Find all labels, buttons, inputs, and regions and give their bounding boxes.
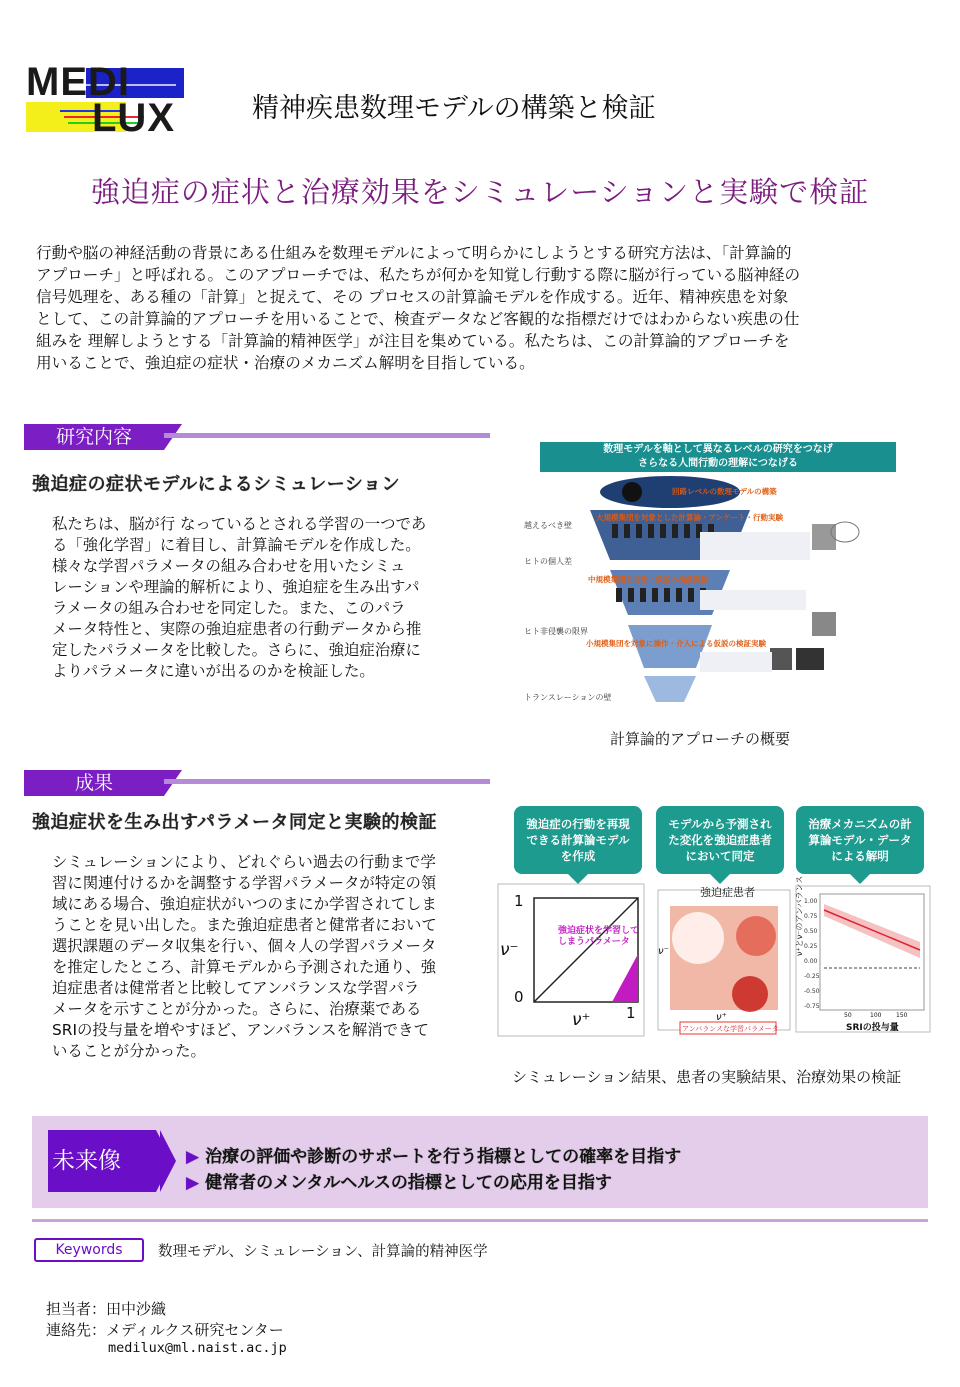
body-line: レーションや理論的解析により、強迫症を生み出すパ [52,578,420,596]
contact-label: 連絡先： [46,1321,107,1339]
funnel-graphic [500,440,900,730]
ytick: -0.25 [804,973,820,980]
info-box [700,532,810,560]
ytick: 0.75 [804,913,818,920]
person-name: 田中沙織 [106,1300,167,1318]
body-line: 私たちは、脳が行 なっているとされる学習の一つであ [52,515,427,533]
intro-line: 信号処理を、ある種の「計算」と捉えて、その プロセスの計算論モデルを作成する。近年、精神疾患を対象 [36,288,789,306]
body-line: 習に関連付けるかを調整する学習パラメータが特定の領 [52,874,437,892]
header-title: 精神疾患数理モデルの構築と検証 [252,93,656,124]
keywords-badge: Keywords [34,1238,144,1262]
body-line: よりパラメータに違いが出るのかを検証した。 [52,662,375,680]
medilux-logo [24,60,186,140]
keywords-text: 数理モデル、シミュレーション、計算論的精神医学 [158,1244,488,1260]
approach-overview-figure [500,440,900,730]
body-line: 様々な学習パラメータの組み合わせを用いたシミュ [52,557,406,575]
intro-line: 組みを 理解しようとする「計算論的精神医学」が注目を集めている。私たちは、この計算論的アプローチを [36,332,790,350]
section-rule [164,433,490,438]
results-body [52,852,456,1062]
box-line: た変化を強迫症患者 [668,833,772,847]
org-name: メディルクス研究センター [106,1321,284,1339]
panel1-note [558,926,639,948]
step-box [796,806,924,874]
step-box [656,806,784,874]
xtick: 150 [896,1012,908,1019]
box-line: において同定 [685,849,755,863]
tier-label: 中規模集団を対象に仮説の検証実験 [588,575,708,584]
figure1-caption: 計算論的アプローチの概要 [610,730,791,748]
panel1-ylabel: ν⁻ [500,940,519,960]
triangle-icon: ▶ [186,1147,200,1167]
body-line: いることが分かった。 [52,1042,206,1060]
contact-email[interactable]: medilux@ml.naist.ac.jp [108,1340,287,1356]
body-line: うことを見い出した。また強迫症患者と健常者において [52,916,437,934]
body-line: メータ特性と、実際の強迫症患者の行動データから推 [52,620,422,638]
ytick: -0.75 [804,1003,820,1010]
ytick: 1.00 [804,898,818,905]
main-title: 強迫症の症状と治療効果をシミュレーションと実験で検証 [90,175,870,209]
future-panel [32,1116,928,1208]
research-section-header [24,424,494,456]
body-line: 迫症患者は健常者と比較してアンバランスな学習パラ [52,979,420,997]
intro-line: アプローチ」と呼ばれる。このアプローチでは、私たちが何かを知覚し行動する際に脳が行っている脳神経の [36,266,801,284]
research-tab-label: 研究内容 [24,424,164,450]
note-line: しまうパラメータ [558,937,630,947]
panel2-xlabel: ν⁺ [716,1012,727,1023]
panel2-ylabel: ν⁻ [658,946,669,957]
info-box [700,590,806,610]
logo-text-lux: LUX [92,96,175,140]
box-line: 治療メカニズムの計 [808,817,912,831]
results-tab-label: 成果 [24,770,164,796]
future-chevron [160,1130,176,1192]
person-label: 担当者： [46,1300,107,1318]
level-label: ヒト非侵襲の限界 [524,627,588,636]
note-line: 強迫症状を学習して [558,926,640,936]
ytick: -0.50 [804,988,820,995]
body-line: ラメータの組み合わせを同定した。また、このパラ [52,599,406,617]
section-rule [164,779,490,784]
step-box [514,806,642,874]
panel3-yticks [804,894,820,1014]
tier-label: 小規模集団を対象に操作・介入による仮説の検証実験 [586,639,766,648]
info-box [700,652,772,672]
intro-line: 行動や脳の神経活動の背景にある仕組みを数理モデルによって明らかにしようとする研究方法は、「計算論的 [36,244,792,262]
results-section-header [24,770,494,802]
body-line: を推定したところ、計算モデルから予測された通り、強 [52,958,436,976]
banner-line: 数理モデルを軸として異なるレベルの研究をつなげ [603,444,833,455]
logo-text-medi: MEDI [26,60,130,104]
research-subtitle: 強迫症の症状モデルによるシミュレーション [32,474,401,495]
level-label: 越えるべき壁 [524,521,572,530]
banner-line: さらなる人間行動の理解につなげる [638,458,798,469]
body-line: 域にある場合、強迫症状がいつのまにか学習されてしま [52,895,437,913]
body-line: シミュレーションにより、どれぐらい過去の行動まで学 [52,853,436,871]
future-item [186,1168,612,1193]
intro-paragraph [36,242,916,374]
results-figure [494,806,934,1046]
panel1-ytick: 1 [514,892,524,910]
ytick: 0.25 [804,943,818,950]
research-body [52,514,452,682]
xtick: 50 [844,1012,852,1019]
body-line: メータを示すことが分かった。さらに、治療薬である [52,1000,422,1018]
box-line: 強迫症の行動を再現 [526,817,630,831]
intro-line: 用いることで、強迫症の症状・治療のメカニズム解明を目指している。 [36,354,535,372]
tier-label: 回路レベルの数理モデルの構築 [672,487,777,496]
panel1-xlabel: ν⁺ [572,1010,591,1030]
body-line: 定したパラメータを比較した。さらに、強迫症治療に [52,641,421,659]
ytick: 0.00 [804,958,818,965]
panel3-ylabel: ν⁺とν⁻のアンバランス [795,875,804,956]
box-line: モデルから予測され [668,817,772,831]
triangle-icon: ▶ [186,1173,200,1193]
future-item-text: 治療の評価や診断のサポートを行う指標としての確率を目指す [205,1147,682,1167]
divider [32,1219,928,1222]
box-line: を作成 [560,849,596,863]
figure2-caption: シミュレーション結果、患者の実験結果、治療効果の検証 [512,1068,902,1086]
panel3-xlabel: SRIの投与量 [846,1023,899,1033]
panel1-origin: 0 [514,988,524,1006]
box-line: 算論モデル・データ [808,833,912,847]
level-label: トランスレーションの壁 [524,693,612,702]
results-subtitle: 強迫症状を生み出すパラメータ同定と実験的検証 [32,812,438,833]
tier-label: 大規模集団を対象とした計算論・アンケート・行動実験 [596,513,784,522]
contact-org [46,1319,284,1340]
xtick: 100 [870,1012,882,1019]
ytick: 0.50 [804,928,818,935]
contact-person [46,1298,166,1319]
panel2-footer: アンバランスな学習パラメータ [682,1025,779,1033]
body-line: SRIの投与量を増やすほど、アンバランスを解消できて [52,1021,429,1039]
body-line: る「強化学習」に着目し、計算論モデルを作成した。 [52,536,421,554]
future-item-text: 健常者のメンタルヘルスの指標としての応用を目指す [205,1173,612,1193]
box-line: できる計算論モデル [526,833,630,847]
intro-line: として、この計算論的アプローチを用いることで、検査データなど客観的な指標だけではわからない疾患の仕 [36,310,800,328]
body-line: 選択課題のデータ収集を行い、個々人の学習パラメータ [52,937,437,955]
panel1-xtick: 1 [626,1004,636,1022]
future-item [186,1142,681,1167]
box-line: による解明 [831,849,889,863]
future-tag: 未来像 [48,1130,156,1192]
panel2-title: 強迫症患者 [700,886,755,899]
level-label: ヒトの個人差 [524,557,572,566]
